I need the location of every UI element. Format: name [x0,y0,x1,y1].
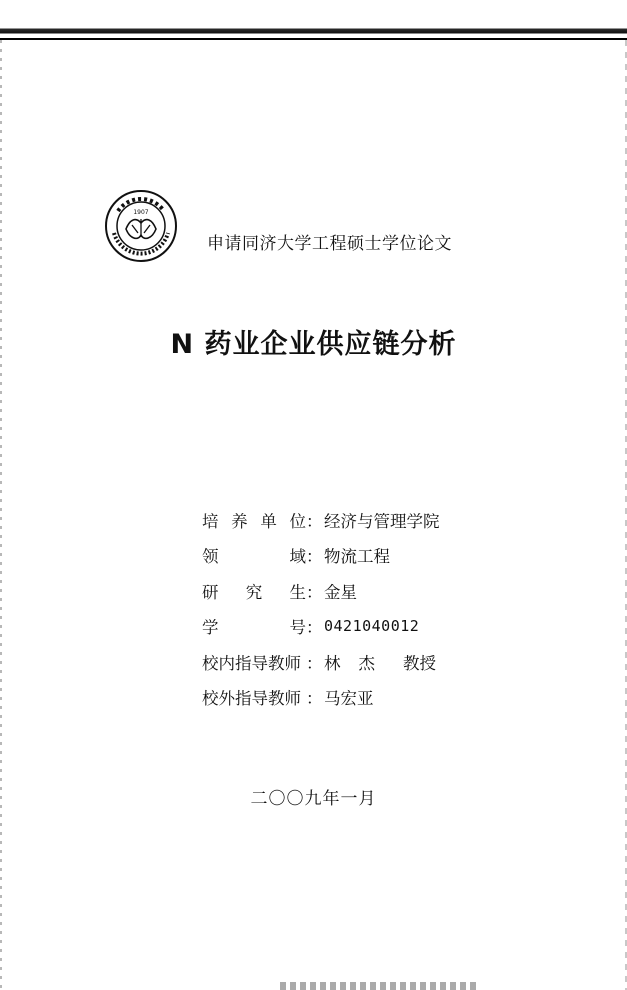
info-row-inner-advisor: 校内指导教师 ： 林 杰 教授 [202,644,440,680]
inner-advisor-value: 林 杰 教授 [324,653,436,673]
thesis-title: N 药业企业供应链分析 [170,329,457,360]
outer-advisor-label: 校外指导教师 [202,689,301,709]
scan-left-edge [0,40,2,990]
info-row-outer-advisor: 校外指导教师 ： 马宏亚 [202,680,440,716]
student-value: 金星 [324,582,357,602]
field-label: 领 域 [202,547,306,567]
field-value: 物流工程 [324,547,390,567]
info-row-field: 领 域 ： 物流工程 [202,538,440,574]
degree-application-line: 申请同济大学工程硕士学位论文 [207,234,452,254]
scan-top-border [0,0,627,34]
info-row-student-id: 学 号 ： 0421040012 [202,609,440,645]
info-row-student: 研 究 生 ： 金星 [202,573,440,609]
unit-value: 经济与管理学院 [324,511,440,531]
submission-date: 二〇〇九年一月 [250,789,377,809]
thesis-info-block [202,502,440,715]
university-seal-logo [104,189,178,263]
inner-advisor-label: 校内指导教师 [202,653,301,673]
scan-edge-line [0,38,627,40]
student-id-label: 学 号 [202,618,306,638]
unit-label: 培 养 单 位 [202,511,306,531]
student-id-value: 0421040012 [324,617,420,636]
info-row-unit: 培 养 单 位 ： 经济与管理学院 [202,502,440,538]
student-label: 研 究 生 [202,582,306,602]
outer-advisor-value: 马宏亚 [324,689,374,709]
scan-bottom-marks [280,982,480,990]
svg-text:1907: 1907 [133,209,149,216]
inner-advisor-title: 教授 [403,653,436,673]
